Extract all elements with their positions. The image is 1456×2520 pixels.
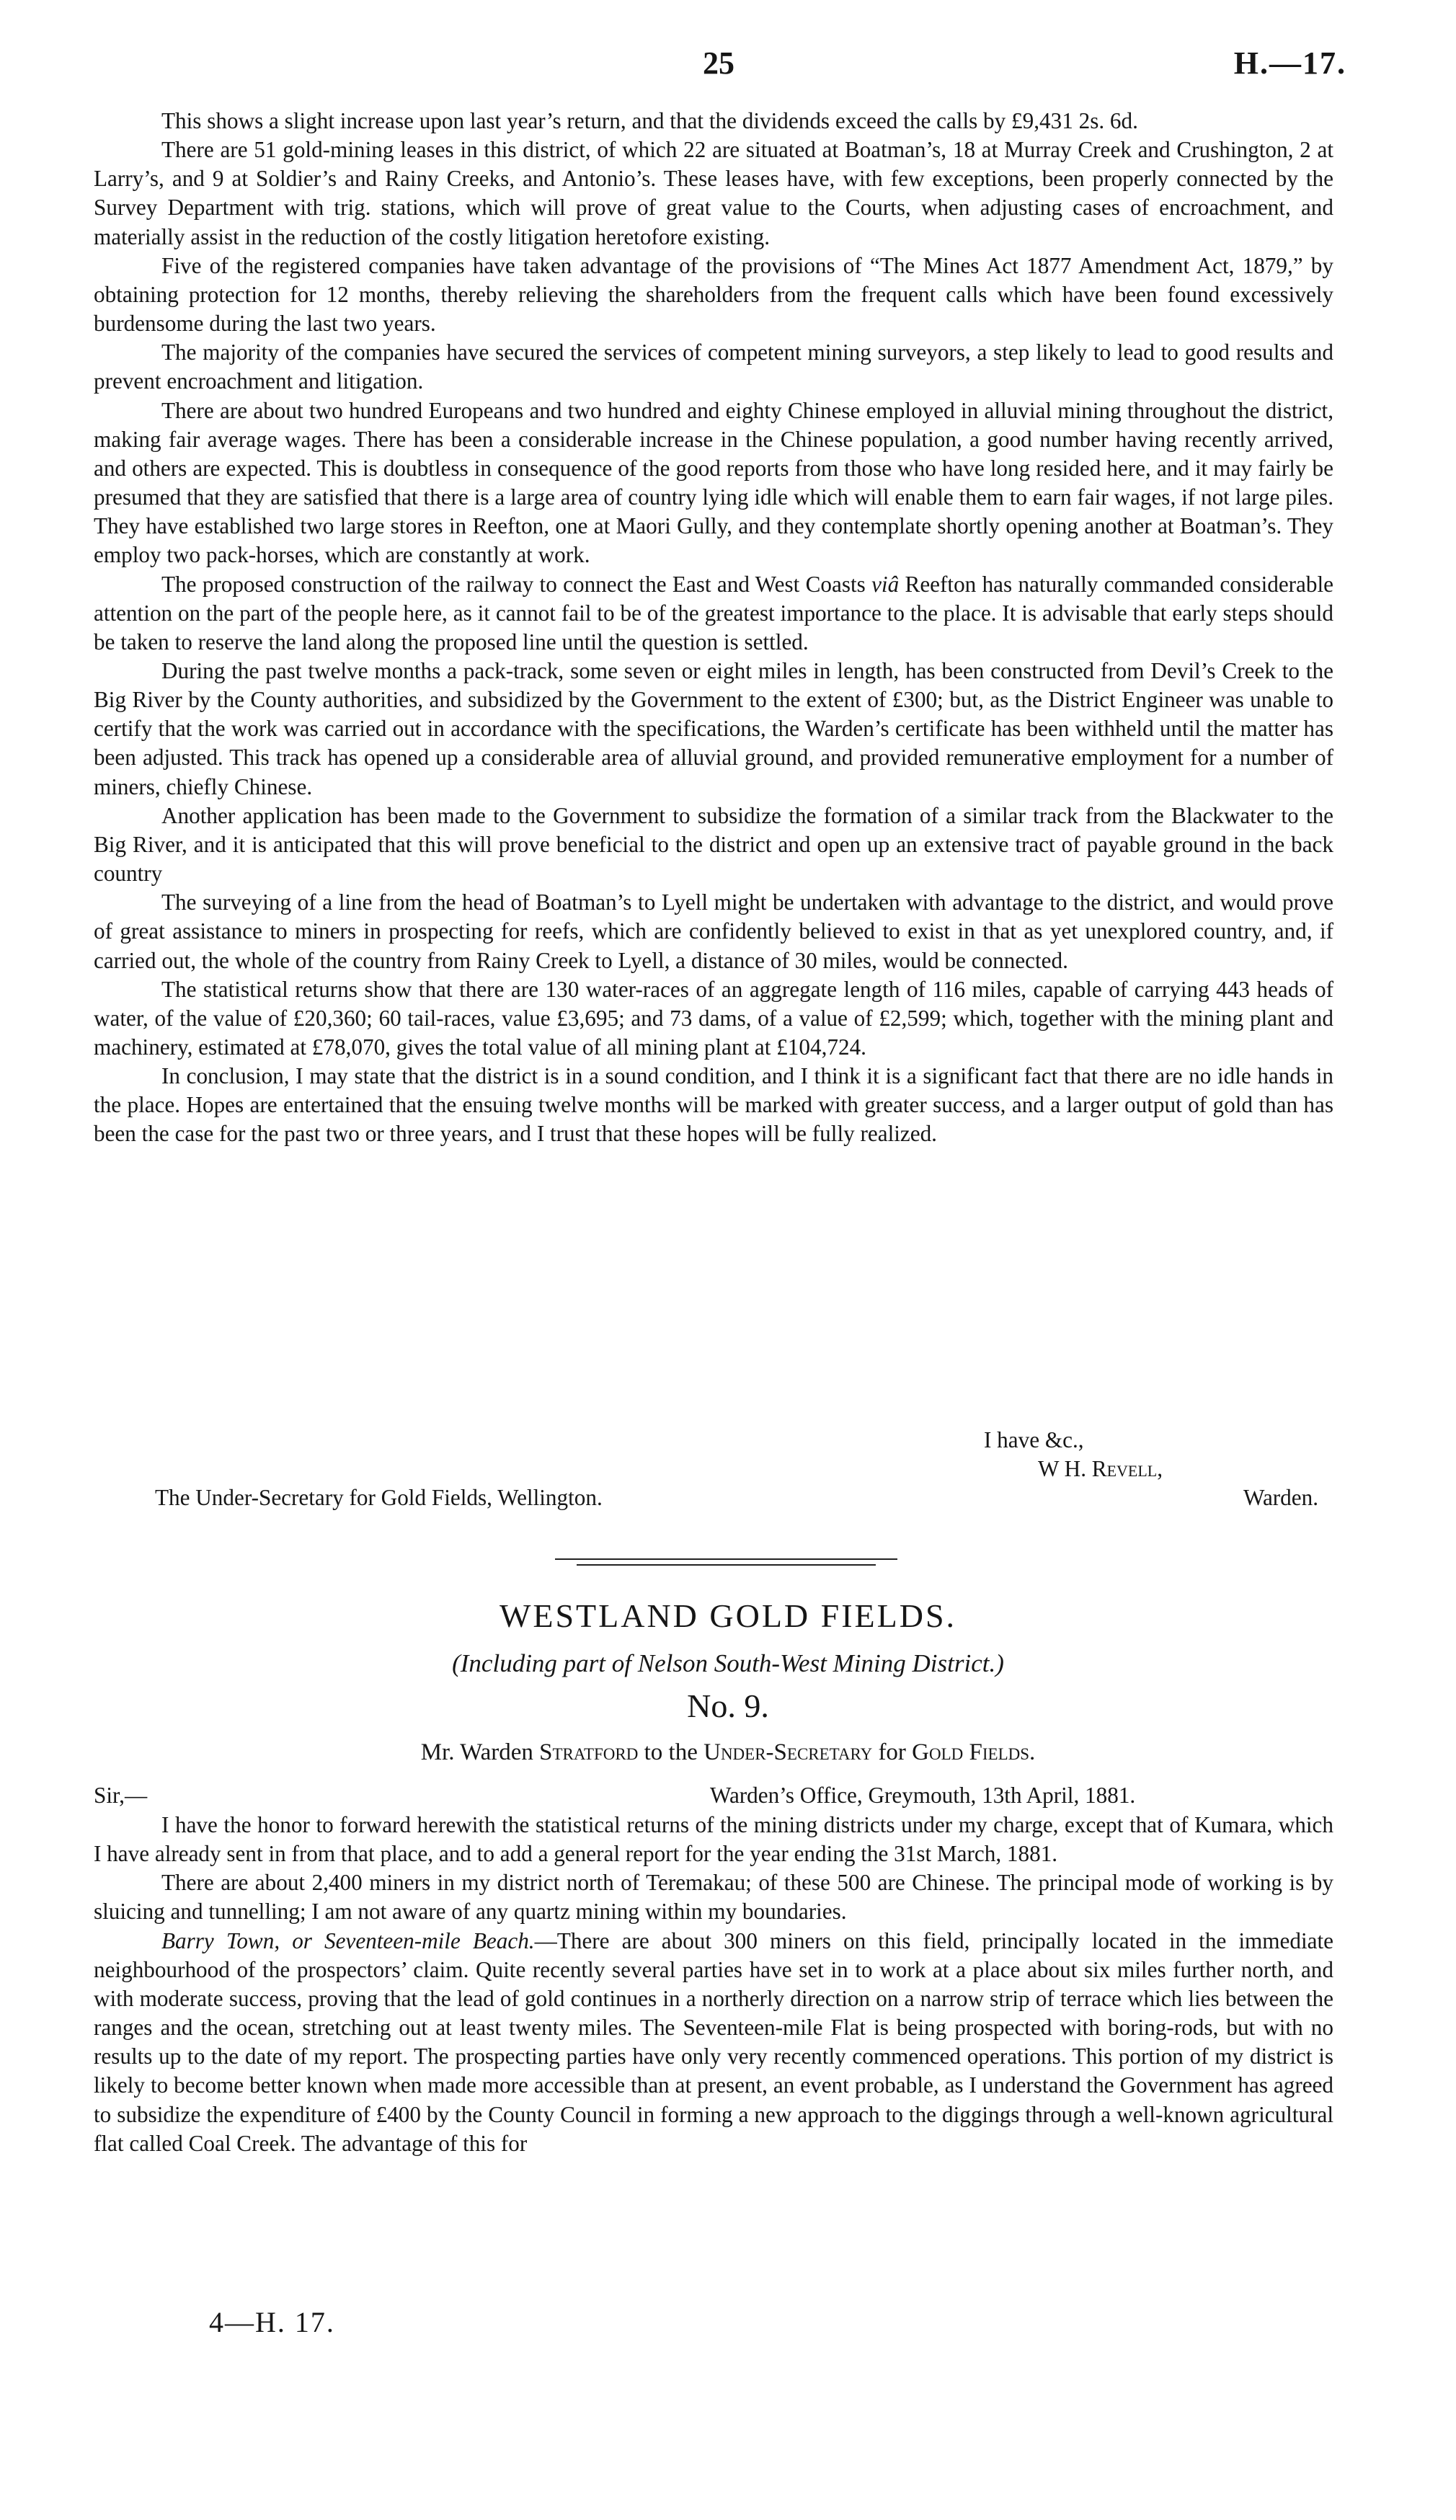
railway-text-after: Reefton has naturally commanded considerable attention on the part of the people here, as it cannot fail to be of the greatest importance to the place. It is advisable that early steps should be taken to reserve the land along the proposed line until the question is settled. xyxy=(94,571,1333,655)
paragraph-mines-act: Five of the registered companies have taken advantage of the provisions of “The Mines Act 1877 Amendment Act, 1879,” by obtaining protection for 12 months, thereby relieving the shareholders from the frequent calls which have been found excessively burdensome during the last two years. xyxy=(94,252,1333,337)
from-prefix: Mr. Warden xyxy=(420,1739,540,1765)
for-word: for xyxy=(872,1739,913,1765)
letter-body xyxy=(94,1811,1333,2158)
paragraph-miners-count: There are about 2,400 miners in my district north of Teremakau; of these 500 are Chinese. The principal mode of working is by sluicing and tunnelling; I am not aware of any quartz mining within my boundaries. xyxy=(94,1870,1333,1925)
paragraph-chinese-miners: There are about two hundred Europeans and two hundred and eighty Chinese employed in alluvial mining throughout the district, making fair average wages. There has been a considerable increase in the Chinese population, a good number having recently arrived, and others are expected. This is doubtless in consequence of the good reports from those who have long resided here, and it may fairly be presumed that they are satisfied that there is a large area of country lying idle which will enable them to earn fair wages, if not large piles. They have established two large stores in Reefton, one at Maori Gully, and they contemplate shortly opening another at Boatman’s. They employ two pack-horses, which are constantly at work. xyxy=(94,397,1333,568)
barry-text: —There are about 300 miners on this field, principally located in the immediate neighbourhood of the prospectors’ claim. Quite recently several parties have set in to work at a place about six miles further north, and with moderate success, proving that the lead of gold continues in a northerly direction on a narrow strip of terrace which lies between the ranges and the ocean, stretching out at least twenty miles. The Seventeen-mile Flat is being prospected with boring-rods, but with no results up to the date of my report. The prospecting parties have only very recently commenced operations. This portion of my district is likely to become better known when made more accessible than at present, an event probable, as I understand the Government has agreed to subsidize the expenditure of £400 by the County Council in forming a new approach to the diggings through a well-known agricultural flat called Coal Creek. The advantage of this for xyxy=(94,1927,1334,2156)
paragraph-pack-track: During the past twelve months a pack-track, some seven or eight miles in length, has been constructed from Devil’s Creek to the Big River by the County authorities, and subsidized by the Government to the extent of £300; but, as the District Engineer was unable to certify that the work was carried out in accordance with the specifications, the Warden’s certificate has been withheld until the matter has been adjusted. This track has opened up a considerable area of alluvial ground, and provided remunerative employment for a number of miners, chiefly Chinese. xyxy=(94,657,1333,799)
paragraph-dividends: This shows a slight increase upon last year’s return, and that the dividends exceed the calls by £9,431 2s. 6d. xyxy=(161,108,1138,133)
document-reference: H.—17. xyxy=(1233,45,1346,81)
signoff xyxy=(94,1426,1333,1541)
letter-from-line xyxy=(0,1739,1456,1766)
page-header xyxy=(0,45,1456,88)
letter-heading xyxy=(94,1781,1333,1813)
barry-heading: Barry Town, or Seventeen-mile Beach. xyxy=(161,1927,535,1953)
section-title: WESTLAND GOLD FIELDS. xyxy=(499,1597,957,1634)
letter-address: Warden’s Office, Greymouth, 13th April, 1881. xyxy=(710,1783,1136,1808)
paragraph-leases: There are 51 gold-mining leases in this district, of which 22 are situated at Boatman’s, 18 at Murray Creek and Crushington, 2 at Larry’s, and 9 at Soldier’s and Rainy Creeks, and Antonio’s. These leases have, with few exceptions, been properly connected by the Survey Department with trig. stations, which will prove of great value to the Courts, when adjusting cases of encroachment, and materially assist in the reduction of the costly litigation heretofore existing. xyxy=(94,137,1333,249)
signoff-closing: I have &c., xyxy=(984,1427,1084,1452)
section-divider xyxy=(555,1558,897,1560)
railway-via: viâ xyxy=(871,571,900,597)
paragraph-survey-line: The surveying of a line from the head of Boatman’s to Lyell might be undertaken with advantage to the district, and would prove of great assistance to miners in prospecting for reefs, which are confidently believed to exist in that as yet unexplored country, and, if carried out, the whole of the country from Rainy Creek to Lyell, a distance of 30 miles, would be connected. xyxy=(94,889,1333,973)
signoff-title: Warden. xyxy=(1243,1485,1318,1510)
paragraph-returns: I have the honor to forward herewith the statistical returns of the mining districts under my charge, except that of Kumara, which I have already sent in from that place, and to add a general report for the year ending the 31st March, 1881. xyxy=(94,1812,1333,1867)
page-number: 25 xyxy=(703,45,734,81)
signoff-initials: W H. xyxy=(1038,1456,1092,1481)
letter-salutation: Sir,— xyxy=(94,1783,148,1808)
footer-signature: 4—H. 17. xyxy=(209,2306,335,2338)
section-divider-inner xyxy=(577,1564,876,1566)
report-body xyxy=(94,107,1333,1149)
paragraph-conclusion: In conclusion, I may state that the district is in a sound condition, and I think it is a significant fact that there are no idle hands in the place. Hopes are entertained that the ensuing twelve months will be marked with greater success, and a larger output of gold than has been the case for the past two or three years, and I trust that these hopes will be fully realized. xyxy=(94,1063,1333,1147)
paragraph-statistics: The statistical returns show that there are 130 water-races of an aggregate length of 116 miles, capable of carrying 443 heads of water, of the value of £20,360; 60 tail-races, value £3,695; and 73 dams, of a value of £2,599; which, together with the mining plant and machinery, estimated at £78,070, gives the total value of all mining plant at £104,724. xyxy=(94,976,1333,1060)
paragraph-barry-town xyxy=(94,1927,1333,2158)
section-number: No. 9. xyxy=(687,1687,769,1724)
from-to: to the xyxy=(638,1739,704,1765)
section-subtitle: (Including part of Nelson South-West Mining District.) xyxy=(452,1649,1004,1677)
signoff-addressee: The Under-Secretary for Gold Fields, Wellington. xyxy=(155,1485,603,1510)
paragraph-railway xyxy=(94,570,1333,657)
signoff-surname: Revell, xyxy=(1091,1456,1163,1481)
signoff-name xyxy=(1038,1455,1163,1483)
paragraph-surveyors: The majority of the companies have secured the services of competent mining surveyors, a step likely to lead to good results and prevent encroachment and litigation. xyxy=(94,340,1333,394)
paragraph-blackwater: Another application has been made to the Government to subsidize the formation of a similar track from the Blackwater to the Big River, and it is anticipated that this will prove beneficial to the district and open up an extensive tract of payable ground in the back country xyxy=(94,802,1333,887)
railway-text-before: The proposed construction of the railway to connect the East and West Coasts xyxy=(161,571,872,597)
to-name: Under-Secretary xyxy=(703,1739,873,1765)
dept-name: Gold Fields. xyxy=(912,1739,1036,1765)
from-name: Stratford xyxy=(539,1739,639,1765)
